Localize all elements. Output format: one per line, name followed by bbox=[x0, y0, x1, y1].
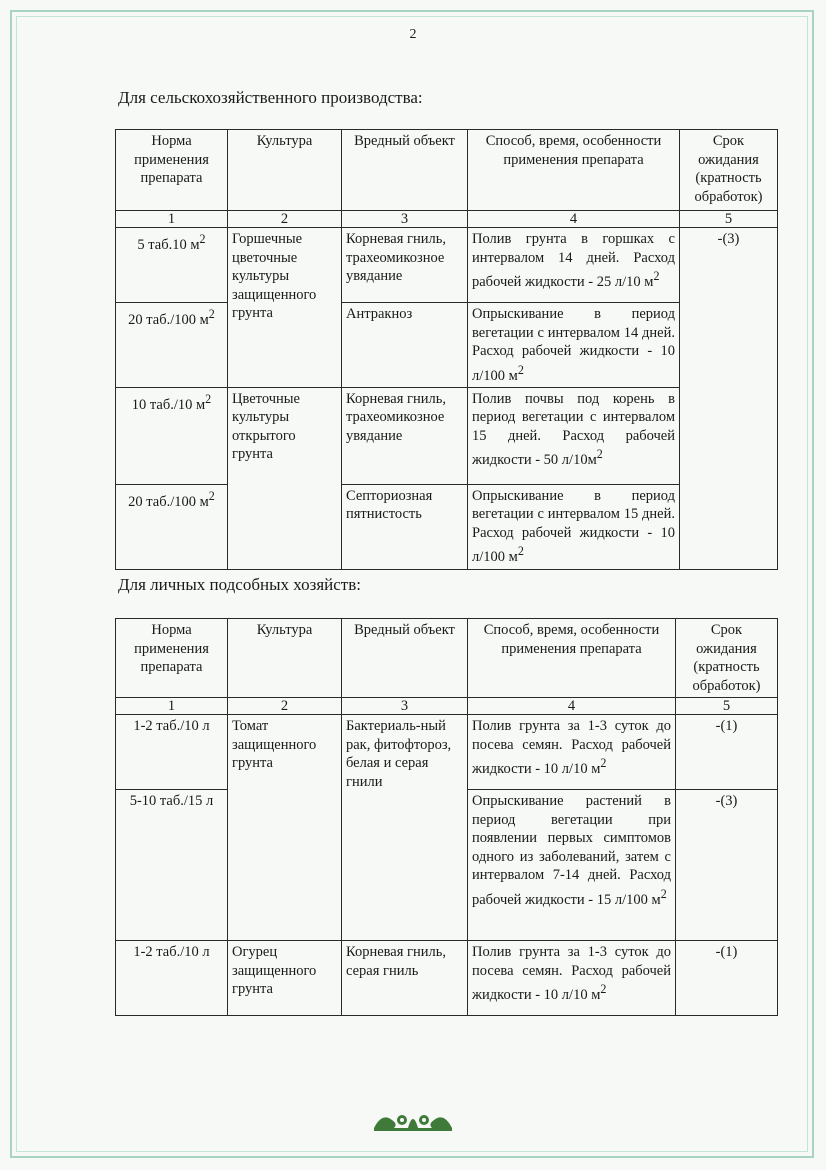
header-norm: Норма применения препарата bbox=[116, 130, 228, 211]
table-row bbox=[116, 303, 778, 388]
norm-cell: 10 таб./10 $м^2$ bbox=[116, 387, 228, 484]
table-row bbox=[116, 715, 778, 790]
norm-cell: 5 таб.10 $м^2$ bbox=[116, 228, 228, 303]
method-cell: Полив почвы под корень в период вегетации с интервалом 15 дней. Расход рабочей жидкости - 50 $л/10м^2$ bbox=[468, 387, 680, 484]
header-method: Способ, время, особенности применения препарата bbox=[468, 619, 676, 698]
norm-cell: 20 таб./100 $м^2$ bbox=[116, 303, 228, 388]
wait-cell: -(1) bbox=[676, 941, 778, 1016]
header-pest: Вредный объект bbox=[342, 619, 468, 698]
column-number-row bbox=[116, 211, 778, 228]
wait-cell: -(1) bbox=[676, 715, 778, 790]
table-row bbox=[116, 228, 778, 303]
col-number: 3 bbox=[342, 211, 468, 228]
crop-cell: Огурец защищенного грунта bbox=[228, 941, 342, 1016]
table-header-row bbox=[116, 619, 778, 698]
method-cell: Полив грунта в горшках с интервалом 14 дней. Расход рабочей жидкости - 25 л/10 $м^2$ bbox=[468, 228, 680, 303]
col-number: 5 bbox=[680, 211, 778, 228]
col-number: 3 bbox=[342, 698, 468, 715]
norm-cell: 5-10 таб./15 л bbox=[116, 790, 228, 941]
method-cell: Полив грунта за 1-3 суток до посева семян. Расход рабочей жидкости - 10 л/10 $м^2$ bbox=[468, 941, 676, 1016]
method-cell: Опрыскивание в период вегетации с интервалом 15 дней. Расход рабочей жидкости - 10 л/100 $м^2$ bbox=[468, 484, 680, 569]
table-row bbox=[116, 387, 778, 484]
pest-cell: Корневая гниль, трахеомикозное увядание bbox=[342, 228, 468, 303]
crop-cell: Горшечные цветочные культуры защищенного грунта bbox=[228, 228, 342, 388]
header-wait: Срок ожидания (кратность обработок) bbox=[676, 619, 778, 698]
section-heading-households: Для личных подсобных хозяйств: bbox=[118, 575, 361, 594]
table-header-row bbox=[116, 130, 778, 211]
crop-cell: Цветочные культуры открытого грунта bbox=[228, 387, 342, 569]
method-cell: Полив грунта за 1-3 суток до посева семян. Расход рабочей жидкости - 10 л/10 $м^2$ bbox=[468, 715, 676, 790]
header-crop: Культура bbox=[228, 130, 342, 211]
header-norm: Норма применения препарата bbox=[116, 619, 228, 698]
table-row bbox=[116, 941, 778, 1016]
table-row bbox=[116, 484, 778, 569]
table-agricultural bbox=[115, 129, 778, 570]
header-pest: Вредный объект bbox=[342, 130, 468, 211]
col-number: 2 bbox=[228, 211, 342, 228]
header-wait: Срок ожидания (кратность обработок) bbox=[680, 130, 778, 211]
section-heading-agricultural: Для сельскохозяйственного производства: bbox=[118, 88, 423, 107]
norm-cell: 1-2 таб./10 л bbox=[116, 941, 228, 1016]
col-number: 1 bbox=[116, 211, 228, 228]
method-cell: Опрыскивание растений в период вегетации при появлении первых симптомов одного из заболеваний, затем с интервалом 7-14 дней. Расход рабочей жидкости - 15 л/100 $м^2$ bbox=[468, 790, 676, 941]
pest-cell: Корневая гниль, серая гниль bbox=[342, 941, 468, 1016]
method-cell: Опрыскивание в период вегетации с интервалом 14 дней. Расход рабочей жидкости - 10 л/100 $м^2$ bbox=[468, 303, 680, 388]
col-number: 5 bbox=[676, 698, 778, 715]
col-number: 4 bbox=[468, 698, 676, 715]
col-number: 4 bbox=[468, 211, 680, 228]
column-number-row bbox=[116, 698, 778, 715]
norm-cell: 1-2 таб./10 л bbox=[116, 715, 228, 790]
pest-cell: Бактериаль-ный рак, фитофтороз, белая и серая гнили bbox=[342, 715, 468, 941]
header-method: Способ, время, особенности применения препарата bbox=[468, 130, 680, 211]
pest-cell: Антракноз bbox=[342, 303, 468, 388]
ornament-icon bbox=[372, 1108, 454, 1132]
pest-cell: Корневая гниль, трахеомикозное увядание bbox=[342, 387, 468, 484]
norm-cell: 20 таб./100 $м^2$ bbox=[116, 484, 228, 569]
col-number: 1 bbox=[116, 698, 228, 715]
page-number: 2 bbox=[409, 27, 417, 42]
wait-cell: -(3) bbox=[680, 228, 778, 570]
table-households bbox=[115, 618, 778, 1016]
crop-cell: Томат защищенного грунта bbox=[228, 715, 342, 941]
header-crop: Культура bbox=[228, 619, 342, 698]
wait-cell: -(3) bbox=[676, 790, 778, 941]
pest-cell: Септориозная пятнистость bbox=[342, 484, 468, 569]
col-number: 2 bbox=[228, 698, 342, 715]
